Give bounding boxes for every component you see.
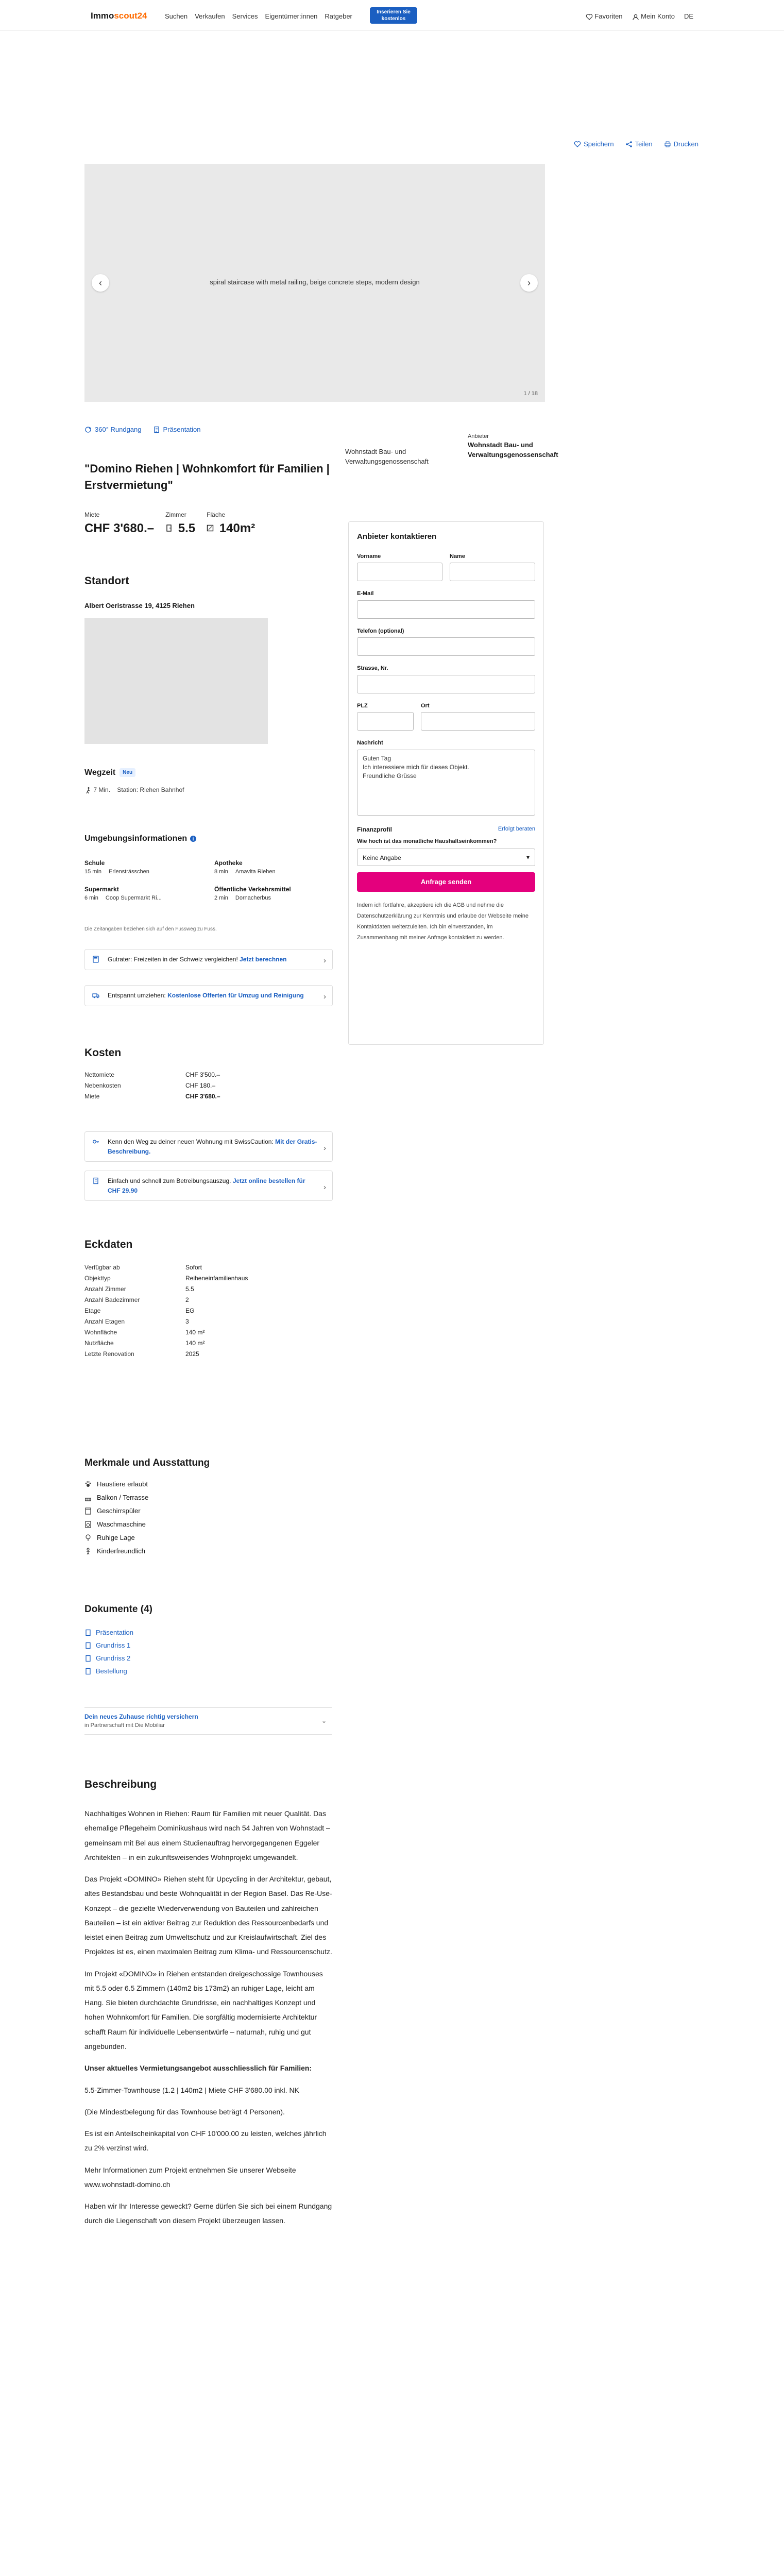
document-link[interactable]: Grundriss 1 — [84, 1639, 133, 1652]
walking-icon — [84, 787, 92, 794]
umgebung-pharmacy: Apotheke 8 min Amavita Riehen — [214, 859, 276, 875]
info-box-betreibung[interactable]: Einfach und schnell zum Betreibungsauszug. Jetzt online bestellen für CHF 29.90 › — [84, 1171, 333, 1201]
fact-rooms — [165, 510, 195, 538]
print-button[interactable]: Drucken — [664, 139, 698, 149]
chevron-right-icon: › — [323, 956, 326, 965]
umgebung-transport: Öffentliche Verkehrsmittel 2 min Dornacherbus — [214, 885, 291, 901]
document-icon — [153, 426, 160, 433]
street-input[interactable] — [357, 675, 535, 693]
insurance-partner: in Partnerschaft mit Die Mobiliar — [84, 1722, 165, 1728]
legal-notice: Indem ich fortfahre, akzeptiere ich die AGB und nehme die Datenschutzerklärung zur Kenntnis und erlaube der Webseite meine Kontaktdaten weiterzuleiten. Ich bin einverstanden, im Zusammenhang mit meiner Anfrage kontaktiert zu werden. — [357, 902, 529, 941]
umgebung-grid — [84, 858, 332, 902]
kosten-heading: Kosten — [84, 1047, 122, 1059]
city-input[interactable] — [421, 712, 535, 731]
image-gallery[interactable] — [84, 164, 545, 402]
email-label: E-Mail — [357, 590, 374, 597]
share-button[interactable]: Teilen — [625, 139, 653, 149]
list-item: Ruhige Lage — [84, 1531, 148, 1545]
info1-link[interactable]: Jetzt berechnen — [240, 956, 287, 963]
finance-profile-link[interactable]: Erfolgt beraten — [498, 825, 535, 832]
document-link[interactable]: Präsentation — [84, 1626, 133, 1639]
child-icon — [84, 1548, 92, 1555]
paw-icon — [84, 1481, 92, 1488]
listing-actions — [400, 139, 698, 149]
document-link[interactable]: Grundriss 2 — [84, 1652, 133, 1665]
document-icon — [84, 1629, 92, 1636]
document-link[interactable]: Bestellung — [84, 1665, 133, 1677]
location-map[interactable] — [84, 618, 268, 744]
share-icon — [625, 141, 633, 148]
email-input[interactable] — [357, 600, 535, 619]
tour-360-button[interactable]: 360° Rundgang — [84, 425, 142, 435]
gallery-tools — [84, 425, 201, 435]
insert-listing-button[interactable]: Inserieren Sie kostenlos — [370, 7, 417, 24]
contact-form-title: Anbieter kontaktieren — [357, 532, 437, 541]
nav-item-services[interactable]: Services — [232, 12, 258, 20]
fact-rooms-value: 5.5 — [178, 521, 196, 535]
table-row: Nebenkosten CHF 180.– — [84, 1082, 216, 1089]
new-badge: Neu — [120, 768, 135, 777]
favorites-link[interactable]: Favoriten — [586, 11, 623, 22]
tree-icon — [84, 1534, 92, 1541]
dokumente-list — [84, 1626, 133, 1677]
chevron-left-icon: ‹ — [99, 278, 102, 288]
list-item: Kinderfreundlich — [84, 1545, 148, 1558]
table-row: Anzahl Zimmer 5.5 — [84, 1285, 194, 1293]
provider-box-name[interactable]: Wohnstadt Bau- und Verwaltungsgenossenschaft — [468, 441, 558, 459]
provider-label: Anbieter — [468, 433, 489, 439]
header-right — [586, 11, 693, 22]
umgebung-note: Die Zeitangaben beziehen sich auf den Fussweg zu Fuss. — [84, 926, 217, 932]
table-row: Letzte Renovation 2025 — [84, 1350, 199, 1358]
area-icon — [207, 524, 216, 534]
insurance-link[interactable]: Dein neues Zuhause richtig versichern — [84, 1713, 198, 1720]
truck-icon — [92, 992, 99, 999]
info-box-swisscaution[interactable]: Kenn den Weg zu deiner neuen Wohnung mit SwissCaution: Mit der Gratis-Beschreibung. › — [84, 1131, 333, 1162]
income-question: Wie hoch ist das monatliche Haushaltseinkommen? — [357, 838, 497, 844]
table-row: Anzahl Badezimmer 2 — [84, 1296, 189, 1303]
firstname-label: Vorname — [357, 553, 381, 560]
table-row: Nettomiete CHF 3'500.– — [84, 1071, 220, 1078]
list-item: Haustiere erlaubt — [84, 1478, 148, 1491]
eckdaten-heading: Eckdaten — [84, 1239, 133, 1250]
site-logo[interactable]: Immoscout24 — [91, 11, 147, 21]
umgebung-heading: Umgebungsinformationen — [84, 833, 197, 845]
umgebung-supermarket: Supermarkt 6 min Coop Supermarkt Ri... — [84, 885, 162, 901]
wegzeit-row: 7 Min. Station: Riehen Bahnhof — [84, 785, 184, 794]
finance-profile-label: Finanzprofil — [357, 825, 392, 833]
document-icon — [84, 1668, 92, 1675]
merkmale-list — [84, 1478, 148, 1558]
fact-rooms-label: Zimmer — [165, 511, 186, 518]
door-icon — [165, 524, 175, 534]
nav-item-verkaufen[interactable]: Verkaufen — [195, 12, 225, 20]
wegzeit-heading: Wegzeit Neu — [84, 767, 135, 779]
kosten-table — [84, 1070, 332, 1102]
nav-item-eigentuemer[interactable]: Eigentümer:innen — [265, 12, 318, 20]
table-row: Objekttyp Reiheneinfamilienhaus — [84, 1275, 248, 1282]
eckdaten-table — [84, 1262, 332, 1360]
presentation-button[interactable]: Präsentation — [153, 425, 201, 435]
merkmale-heading: Merkmale und Ausstattung — [84, 1458, 210, 1468]
document-icon — [84, 1642, 92, 1649]
heart-icon — [586, 13, 593, 21]
balcony-icon — [84, 1494, 92, 1501]
site-header — [0, 0, 784, 31]
gallery-counter: 1 / 18 — [523, 390, 538, 397]
income-select[interactable]: Keine Angabe ▾ — [357, 849, 535, 866]
nav-item-suchen[interactable]: Suchen — [165, 12, 188, 20]
document-icon — [84, 1655, 92, 1662]
message-label: Nachricht — [357, 740, 383, 746]
washing-machine-icon — [84, 1521, 92, 1528]
key-icon — [92, 1138, 99, 1145]
submit-inquiry-button[interactable]: Anfrage senden — [357, 872, 535, 892]
calculator-icon — [92, 956, 99, 963]
language-switch[interactable]: DE — [684, 12, 693, 20]
provider-box — [468, 433, 558, 460]
listing-provider-name: Wohnstadt Bau- und Verwaltungsgenossenschaft — [345, 448, 429, 465]
fact-rent-value: CHF 3'680.– — [84, 521, 155, 535]
chevron-right-icon: › — [527, 278, 531, 288]
zip-label: PLZ — [357, 702, 368, 709]
message-textarea[interactable]: Guten Tag Ich interessiere mich für dieses Objekt. Freundliche Grüsse — [357, 750, 535, 816]
zip-input[interactable] — [357, 712, 414, 731]
listing-address: Albert Oeristrasse 19, 4125 Riehen — [84, 602, 195, 609]
fact-area-value: 140m² — [219, 521, 255, 535]
standort-heading: Standort — [84, 575, 129, 587]
table-row: Anzahl Etagen 3 — [84, 1318, 189, 1325]
rotate-360-icon — [84, 426, 92, 433]
fact-rent — [84, 510, 154, 538]
city-label: Ort — [421, 702, 430, 709]
insurance-banner[interactable] — [84, 1707, 332, 1735]
info3-link[interactable]: Mit der Gratis-Beschreibung. — [108, 1138, 317, 1155]
chevron-down-icon: ⌄ — [321, 1717, 327, 1724]
nav-item-ratgeber[interactable]: Ratgeber — [325, 12, 352, 20]
info-icon[interactable] — [190, 835, 197, 842]
dokumente-heading: Dokumente (4) — [84, 1604, 152, 1615]
printer-icon — [664, 141, 671, 148]
table-row: Wohnfläche 140 m² — [84, 1329, 205, 1336]
table-row: Nutzfläche 140 m² — [84, 1340, 205, 1347]
lastname-input[interactable] — [450, 563, 535, 581]
contact-form — [348, 521, 544, 1045]
save-button[interactable]: Speichern — [574, 139, 614, 149]
phone-input[interactable] — [357, 637, 535, 656]
chevron-right-icon: › — [323, 992, 326, 1002]
table-row: Verfügbar ab Sofort — [84, 1264, 202, 1271]
main-nav — [165, 11, 352, 22]
info2-link[interactable]: Kostenlose Offerten für Umzug und Reinigung — [167, 992, 304, 999]
list-item: Balkon / Terrasse — [84, 1491, 148, 1504]
list-item: Geschirrspüler — [84, 1504, 148, 1518]
beschreibung-heading: Beschreibung — [84, 1778, 157, 1790]
account-link[interactable]: Mein Konto — [632, 11, 675, 22]
listing-title: "Domino Riehen | Wohnkomfort für Familien | Erstvermietung" — [84, 462, 330, 492]
user-icon — [632, 13, 639, 21]
table-row: Miete CHF 3'680.– — [84, 1093, 220, 1100]
fact-rent-label: Miete — [84, 511, 100, 518]
info-box-umzug[interactable]: Entspannt umziehen: Kostenlose Offerten für Umzug und Reinigung › — [84, 985, 333, 1006]
chevron-right-icon: › — [323, 1143, 326, 1153]
document-icon — [92, 1177, 99, 1184]
lastname-label: Name — [450, 553, 465, 560]
firstname-input[interactable] — [357, 563, 442, 581]
fact-area-label: Fläche — [207, 511, 226, 518]
phone-label: Telefon (optional) — [357, 628, 404, 634]
dishwasher-icon — [84, 1507, 92, 1515]
umgebung-school: Schule 15 min Erlensträsschen — [84, 859, 149, 875]
gallery-image-caption: spiral staircase with metal railing, beige concrete steps, modern design — [210, 278, 420, 286]
info4-link[interactable]: Jetzt online bestellen für CHF 29.90 — [108, 1177, 305, 1194]
table-row: Etage EG — [84, 1307, 195, 1314]
chevron-right-icon: › — [323, 1182, 326, 1192]
fact-area — [207, 510, 255, 538]
description-text: Nachhaltiges Wohnen in Riehen: Raum für Familien mit neuer Qualität. Das ehemalige Pflegeheim Dominikushaus wird nach 54 Jahren von Wohnstadt – gemeinsam mit Bel aus einem Studienauftrag hervorgegangenen Eggeler Architekten – in ein zukunftsweisendes Wohnprojekt umgewandelt. Das Projekt «DOMINO» Riehen steht für Upcycling in der Architektur, gebaut, altes Bestandsbau und beste Wohnqualität in der Region Basel. Das Re-Use-Konzept – die gezielte Wiederverwendung von Bauteilen und zahlreichen Bauteilen – ist ein aktiver Beitrag zur Reduktion des Ressourcenbedarfs und leistet einen Beitrag zum Umweltschutz und zur Kreislaufwirtschaft. Ziel des Projektes ist es, einen maximalen Beitrag zum Klima- und Ressourcenschutz. Im Projekt «DOMINO» in Riehen entstanden dreigeschossige Townhouses mit 5.5 oder 6.5 Zimmern (140m2 bis 173m2) an ruhiger Lage, leicht am Hang. Sie bieten durchdachte Grundrisse, ein nachhaltiges Konzept und hohen Wohnkomfort für Familien. Die sorgfältig modernisierte Architektur schafft Raum für individuelle Lebensentwürfe – naturnah, ruhig und gut angebunden. Unser aktuelles Vermietungsangebot ausschliesslich für Familien: 5.5-Zimmer-Townhouse (1.2 | 140m2 | Miete CHF 3'680.00 inkl. NK (Die Mindestbelegung für das Townhouse beträgt 4 Personen). Es ist ein Anteilscheinkapital von CHF 10'000.00 zu leisten, welches jährlich zu 2% verzinst wird. Mehr Informationen zum Projekt entnehmen Sie unserer Webseite www.wohnstadt-domino.ch Haben wir Ihr Interesse geweckt? Gerne dürfen Sie sich bei einem Rundgang durch die Liegenschaft von diesem Projekt überzeugen lassen. — [84, 1809, 332, 2225]
gallery-prev-button[interactable] — [92, 274, 109, 292]
info-box-freizeiten[interactable]: Gutrater: Freizeiten in der Schweiz vergleichen! Jetzt berechnen › — [84, 949, 333, 970]
list-item: Waschmaschine — [84, 1518, 148, 1531]
key-facts — [84, 510, 255, 538]
street-label: Strasse, Nr. — [357, 665, 388, 671]
heart-icon — [574, 141, 581, 148]
gallery-next-button[interactable] — [520, 274, 538, 292]
